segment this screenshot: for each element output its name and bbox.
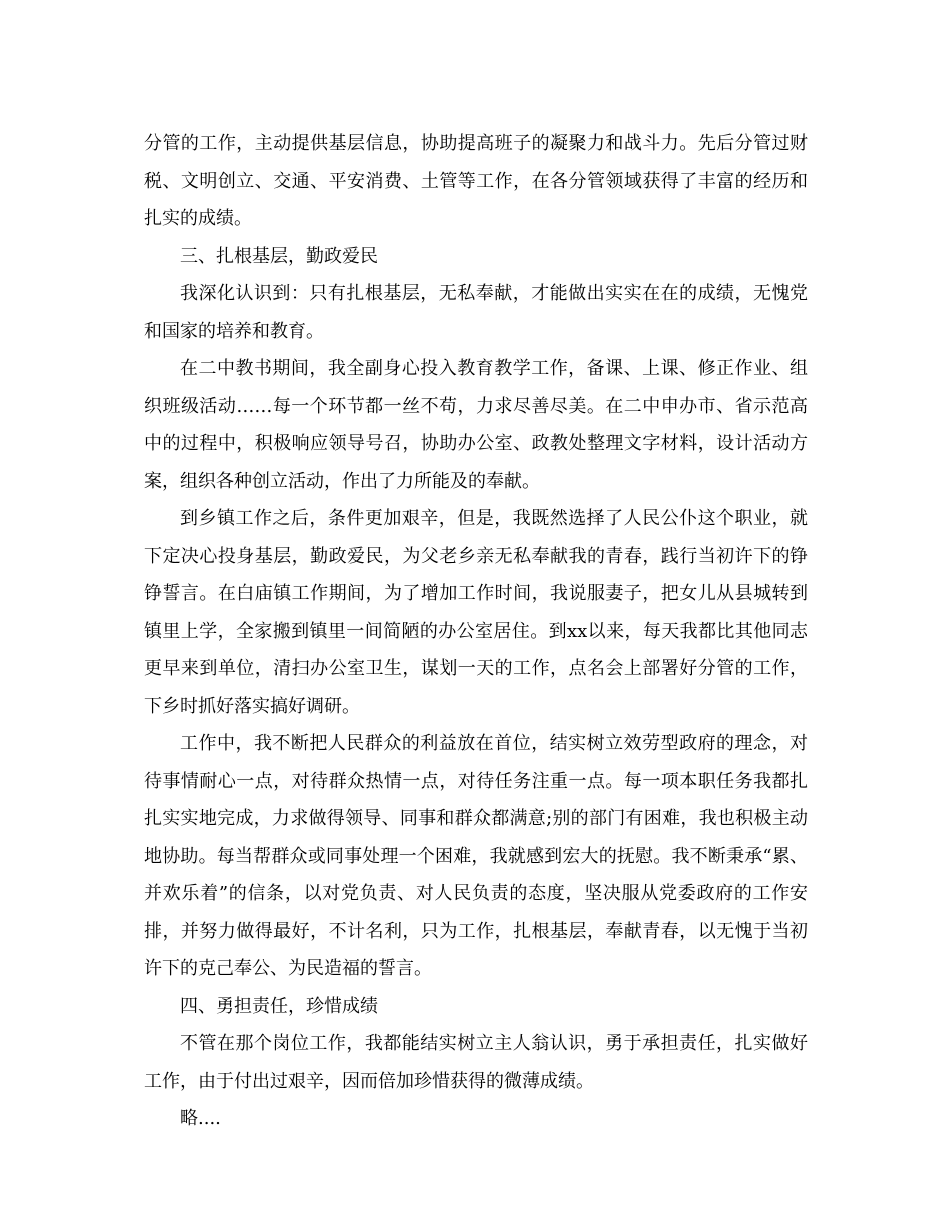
paragraph: 我深化认识到：只有扎根基层，无私奉献，才能做出实实在在的成绩，无愧党和国家的培养和教育。 (144, 283, 808, 342)
section-heading-3: 三、扎根基层，勤政爱民 (180, 245, 378, 267)
paragraph: 工作中，我不断把人民群众的利益放在首位，结实树立效劳型政府的理念，对待事情耐心一点，对待群众热情一点，对待任务注重一点。每一项本职任务我都扎扎实实地完成，力求做得领导、同事和群众都满意;别的部门有困难，我也积极主动地协助。每当帮群众或同事处理一个困难，我就感到宏大的抚慰。我不断秉承“累、并欢乐着”的信条，以对党负责、对人民负责的态度，坚决服从党委政府的工作安排，并努力做得最好，不计名利，只为工作，扎根基层，奉献青春，以无愧于当初许下的克己奉公、为民造福的誓言。 (144, 733, 808, 979)
paragraph: 在二中教书期间，我全副身心投入教育教学工作，备课、上课、修正作业、组织班级活动……每一个环节都一丝不苟，力求尽善尽美。在二中申办市、省示范高中的过程中，积极响应领导号召，协助办公室、政教处整理文字材料，设计活动方案，组织各种创立活动，作出了力所能及的奉献。 (144, 358, 808, 492)
paragraph-omitted: 略.... (180, 1108, 221, 1129)
document-body (144, 125, 808, 1138)
section-heading-4: 四、勇担责任，珍惜成绩 (180, 995, 378, 1017)
paragraph-continuation: 分管的工作，主动提供基层信息，协助提高班子的凝聚力和战斗力。先后分管过财税、文明创立、交通、平安消费、土管等工作，在各分管领域获得了丰富的经历和扎实的成绩。 (144, 133, 808, 229)
paragraph: 不管在那个岗位工作，我都能结实树立主人翁认识，勇于承担责任，扎实做好工作，由于付出过艰辛，因而倍加珍惜获得的微薄成绩。 (144, 1033, 808, 1092)
paragraph: 到乡镇工作之后，条件更加艰辛，但是，我既然选择了人民公仆这个职业，就下定决心投身基层，勤政爱民，为父老乡亲无私奉献我的青春，践行当初许下的铮铮誓言。在白庙镇工作期间，为了增加工作时间，我说服妻子，把女儿从县城转到镇里上学，全家搬到镇里一间简陋的办公室居住。到xx以来，每天我都比其他同志更早来到单位，清扫办公室卫生，谋划一天的工作，点名会上部署好分管的工作，下乡时抓好落实搞好调研。 (144, 508, 808, 717)
